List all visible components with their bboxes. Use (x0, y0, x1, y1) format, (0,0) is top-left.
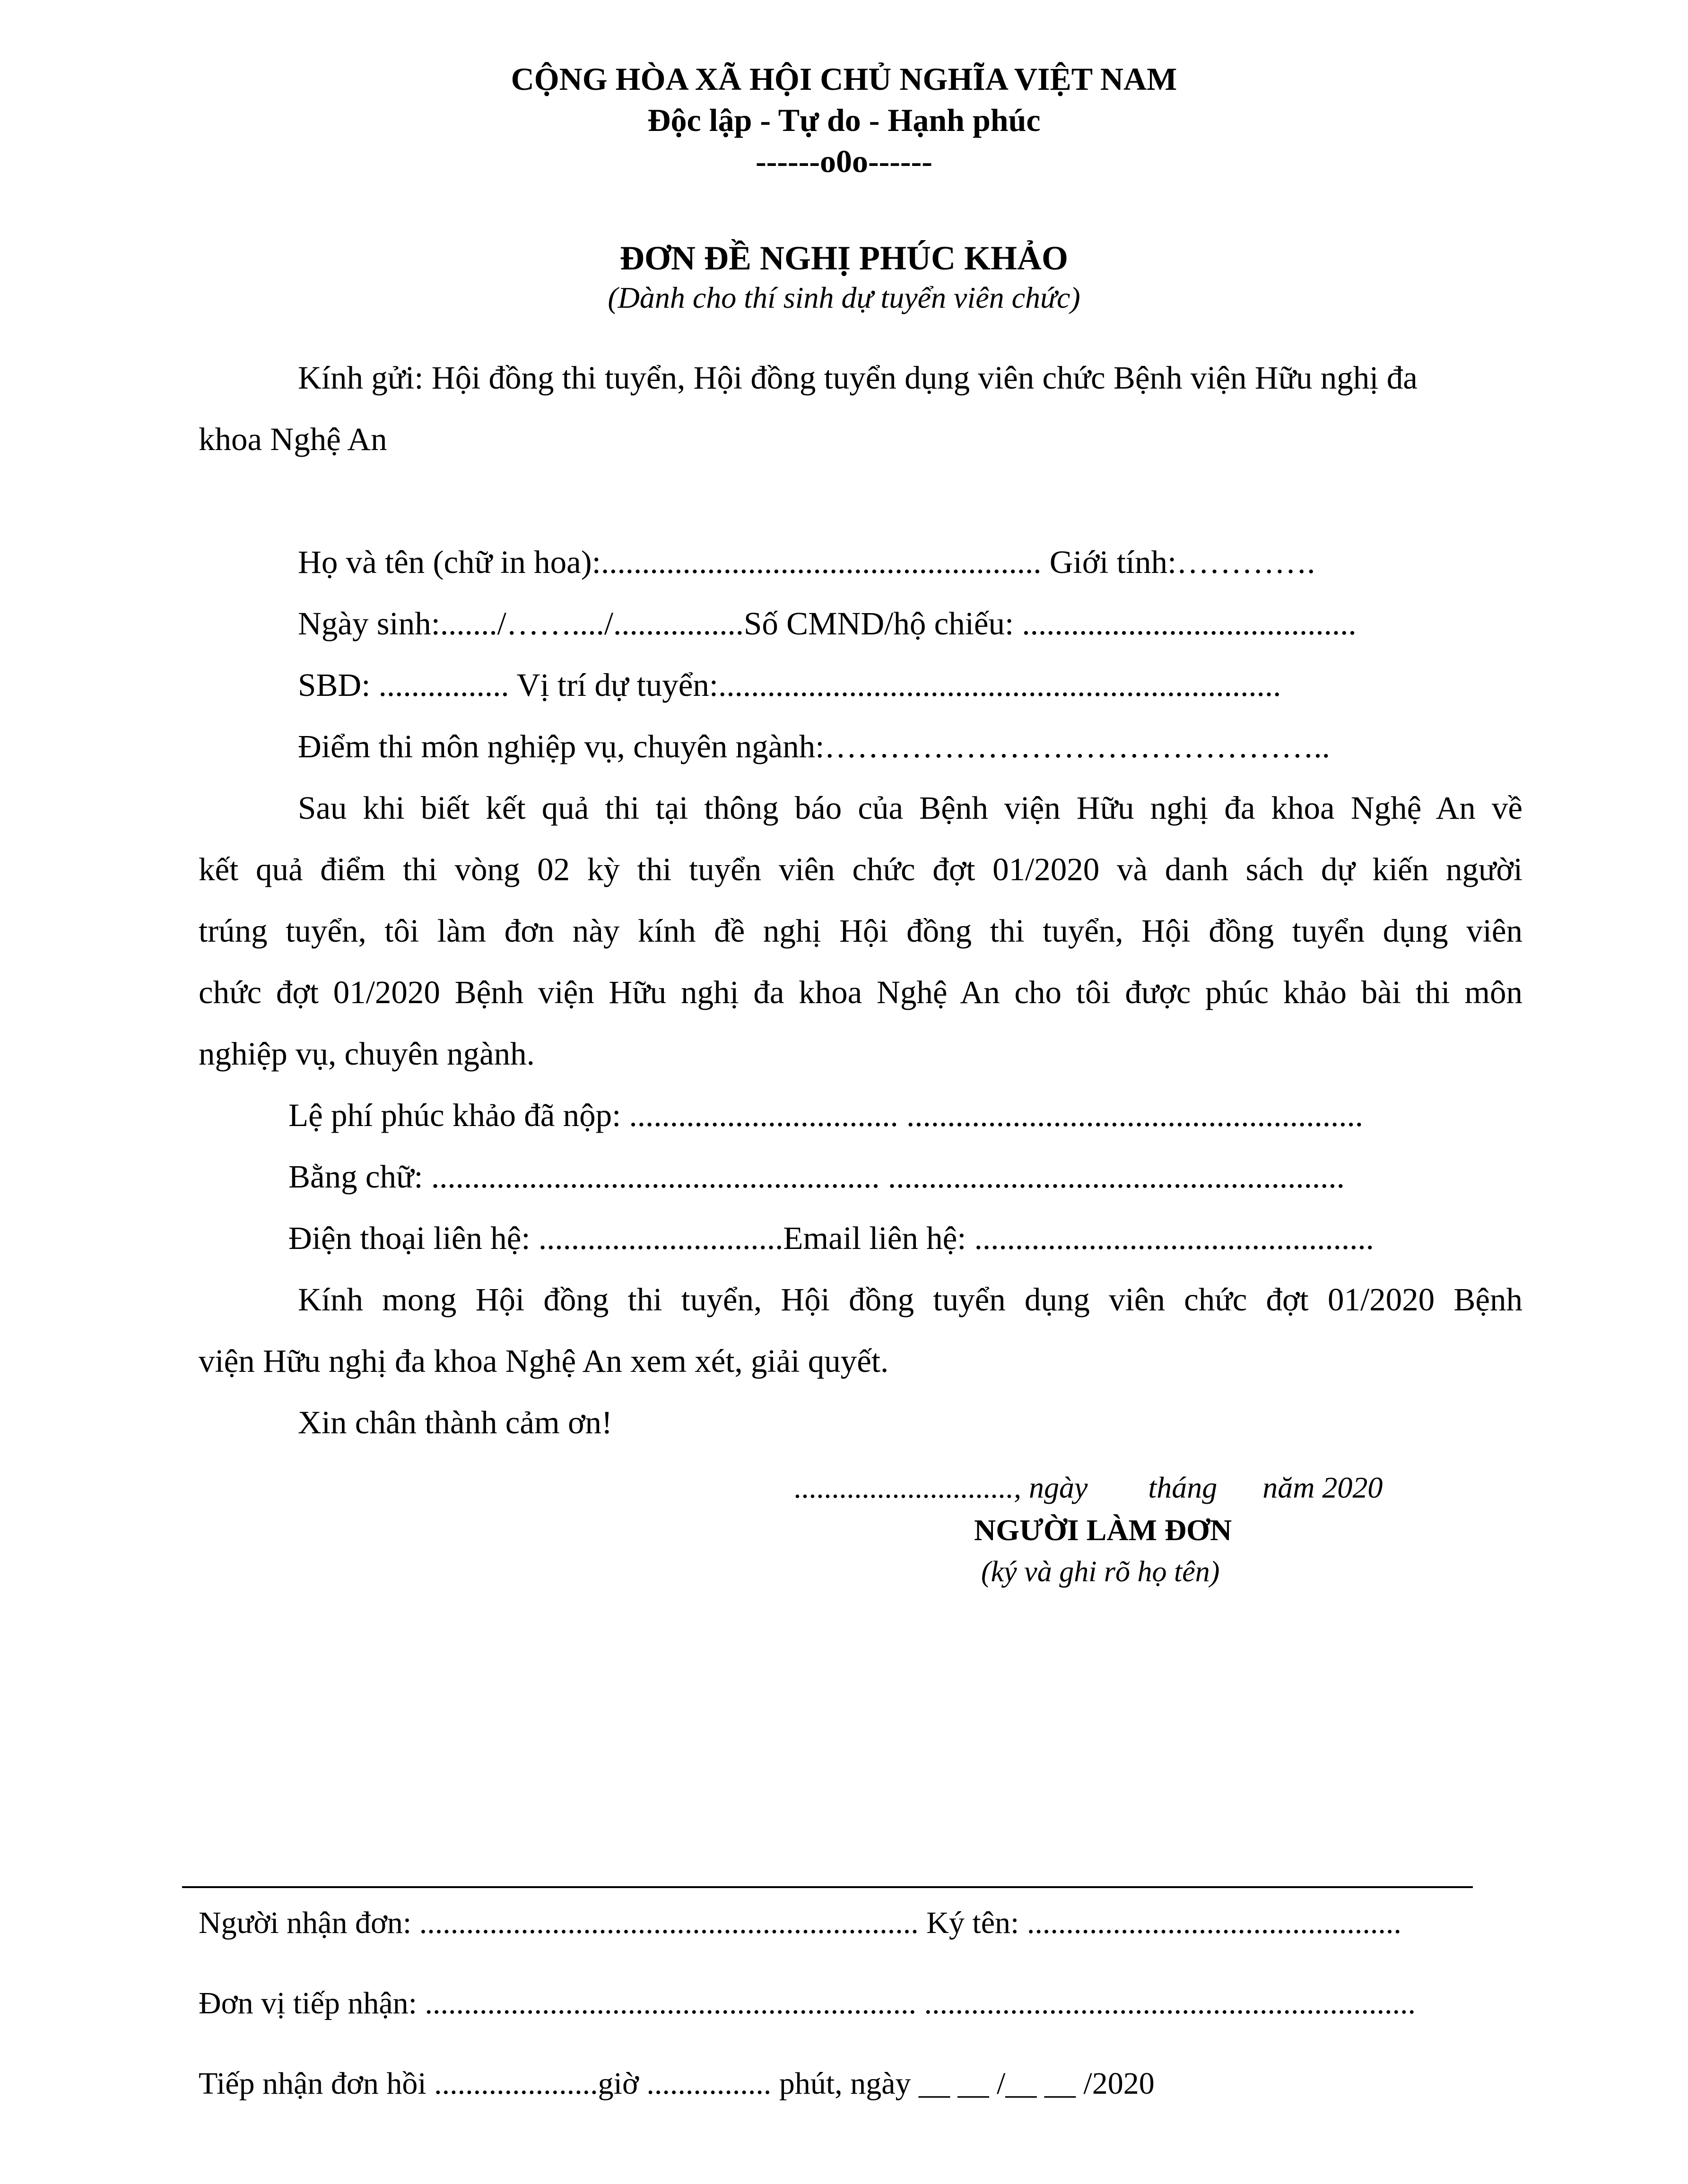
closing-line-2: viện Hữu nghị đa khoa Nghệ An xem xét, giải quyết. (199, 1343, 889, 1379)
score-field: Điểm thi môn nghiệp vụ, chuyên ngành:……………………………………….. (298, 728, 1330, 764)
header-separator: ------o0o------ (756, 143, 932, 179)
full-name-field: Họ và tên (chữ in hoa):...................................................... Giới tính:…………. (298, 544, 1315, 580)
thanks-line: Xin chân thành cảm ơn! (298, 1404, 612, 1440)
signer-note: (ký và ghi rõ họ tên) (981, 1556, 1220, 1588)
received-time-field: Tiếp nhận đơn hồi .....................giờ ................ phút, ngày __ __ /__ __ /2020 (199, 2066, 1155, 2101)
place-date-line: ............................., ngày tháng năm 2020 (794, 1471, 1383, 1504)
recipient-line-2: khoa Nghệ An (199, 421, 387, 457)
receiver-field: Người nhận đơn: ................................................................ Ký tên: ................................................ (199, 1906, 1401, 1940)
birth-id-field: Ngày sinh:......./……..../................Số CMND/hộ chiếu: ......................................... (298, 606, 1357, 641)
request-line-5: nghiệp vụ, chuyên ngành. (199, 1036, 535, 1072)
request-line-2: kết quả điểm thi vòng 02 kỳ thi tuyển viên chức đợt 01/2020 và danh sách dự kiến người (199, 851, 1523, 887)
motto: Độc lập - Tự do - Hạnh phúc (647, 102, 1041, 138)
nation-heading: CỘNG HÒA XÃ HỘI CHỦ NGHĨA VIỆT NAM (511, 61, 1177, 97)
document-subtitle: (Dành cho thí sinh dự tuyển viên chức) (608, 281, 1080, 314)
sbd-position-field: SBD: ................ Vị trí dự tuyển:..................................................................... (298, 667, 1281, 703)
fee-field: Lệ phí phúc khảo đã nộp: ................................. ........................................................ (288, 1097, 1363, 1133)
request-line-4: chức đợt 01/2020 Bệnh viện Hữu nghị đa khoa Nghệ An cho tôi được phúc khảo bài thi môn (199, 974, 1523, 1010)
closing-line-1: Kính mong Hội đồng thi tuyển, Hội đồng tuyển dụng viên chức đợt 01/2020 Bệnh (298, 1282, 1523, 1317)
receiving-unit-field: Đơn vị tiếp nhận: ............................................................... ............................................................... (199, 1986, 1416, 2020)
request-line-3: trúng tuyển, tôi làm đơn này kính đề nghị Hội đồng thi tuyển, Hội đồng tuyển dụng viên (199, 913, 1523, 949)
receipt-divider (182, 1886, 1473, 1888)
recipient-line-1: Kính gửi: Hội đồng thi tuyển, Hội đồng tuyển dụng viên chức Bệnh viện Hữu nghị đa (298, 360, 1418, 396)
document-title: ĐƠN ĐỀ NGHỊ PHÚC KHẢO (619, 239, 1069, 277)
request-line-1: Sau khi biết kết quả thi tại thông báo của Bệnh viện Hữu nghị đa khoa Nghệ An về (298, 790, 1523, 826)
fee-in-words-field: Bằng chữ: ....................................................... ........................................................ (288, 1159, 1345, 1195)
signer-title: NGƯỜI LÀM ĐƠN (974, 1513, 1232, 1547)
contact-field: Điện thoại liên hệ: ..............................Email liên hệ: ................................................. (288, 1220, 1374, 1256)
